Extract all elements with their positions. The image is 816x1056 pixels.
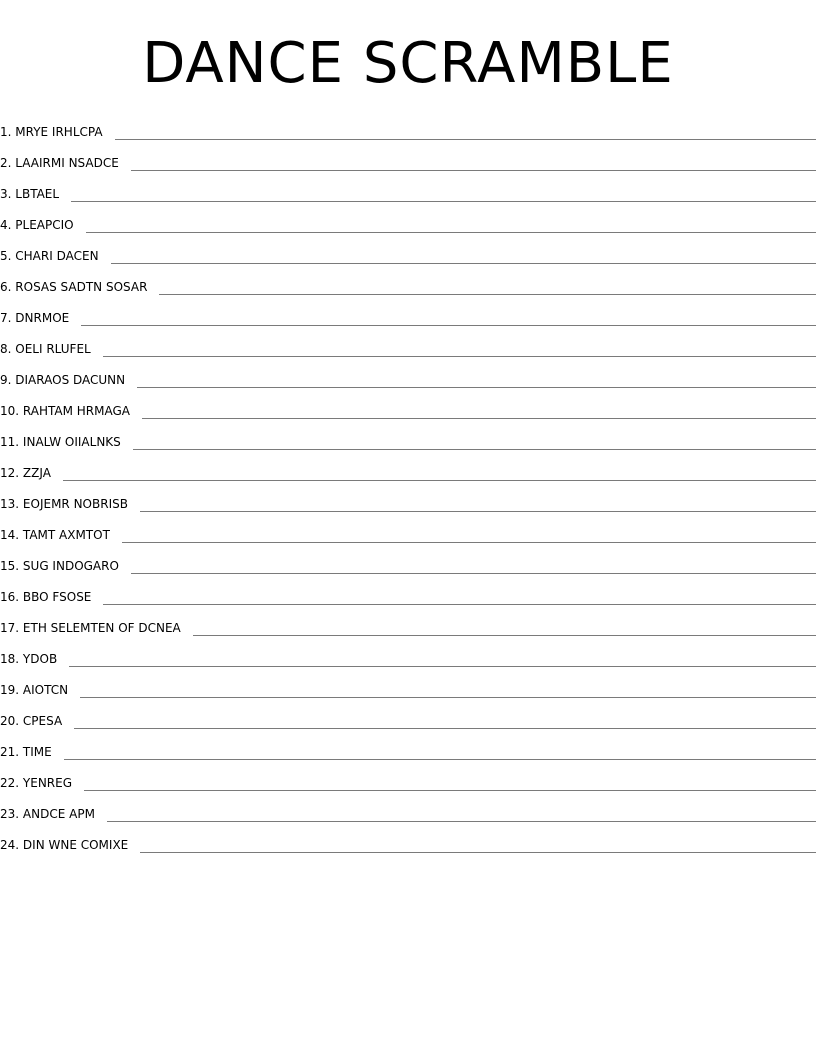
scramble-clue (0, 372, 137, 388)
answer-line[interactable] (84, 790, 816, 791)
scramble-clue (0, 155, 131, 171)
answer-line[interactable] (86, 232, 816, 233)
answer-line[interactable] (159, 294, 816, 295)
scramble-clue (0, 279, 159, 295)
scrambled-word: SUG INDOGARO (22, 559, 119, 573)
scramble-item (0, 143, 816, 174)
scramble-clue (0, 744, 64, 760)
scramble-item (0, 794, 816, 825)
scrambled-word: MRYE IRHLCPA (15, 125, 103, 139)
answer-line[interactable] (107, 821, 816, 822)
scrambled-word: YDOB (22, 652, 58, 666)
item-number: 14. (0, 528, 20, 542)
scrambled-word: PLEAPCIO (15, 218, 74, 232)
scrambled-word: ETH SELEMTEN OF DCNEA (22, 621, 181, 635)
scramble-clue (0, 775, 84, 791)
scrambled-word: INALW OIIALNKS (22, 435, 121, 449)
scrambled-word: CHARI DACEN (15, 249, 99, 263)
scramble-clue (0, 248, 111, 264)
scramble-clue (0, 186, 71, 202)
answer-line[interactable] (140, 511, 816, 512)
answer-line[interactable] (71, 201, 816, 202)
answer-line[interactable] (69, 666, 816, 667)
item-number: 21. (0, 745, 20, 759)
scramble-item (0, 608, 816, 639)
item-number: 19. (0, 683, 20, 697)
answer-line[interactable] (103, 356, 816, 357)
item-number: 3. (0, 187, 12, 201)
scramble-item (0, 639, 816, 670)
scramble-item (0, 112, 816, 143)
answer-line[interactable] (131, 170, 816, 171)
scrambled-word: ZZJA (22, 466, 51, 480)
scrambled-word: LBTAEL (15, 187, 60, 201)
scramble-clue (0, 837, 140, 853)
answer-line[interactable] (64, 759, 816, 760)
scramble-clue (0, 713, 74, 729)
answer-line[interactable] (142, 418, 816, 419)
scramble-item (0, 329, 816, 360)
scramble-clue (0, 589, 103, 605)
scramble-item (0, 577, 816, 608)
scramble-item (0, 174, 816, 205)
item-number: 6. (0, 280, 12, 294)
answer-line[interactable] (103, 604, 816, 605)
item-number: 16. (0, 590, 20, 604)
scramble-item (0, 453, 816, 484)
scramble-item (0, 360, 816, 391)
item-number: 17. (0, 621, 20, 635)
answer-line[interactable] (133, 449, 816, 450)
scramble-item (0, 298, 816, 329)
scramble-item (0, 670, 816, 701)
scrambled-word: BBO FSOSE (22, 590, 92, 604)
scramble-item (0, 701, 816, 732)
item-number: 20. (0, 714, 20, 728)
scramble-clue (0, 465, 63, 481)
item-number: 9. (0, 373, 12, 387)
item-number: 8. (0, 342, 12, 356)
scramble-clue (0, 341, 103, 357)
scrambled-word: TIME (22, 745, 52, 759)
scramble-clue (0, 682, 80, 698)
scramble-item (0, 267, 816, 298)
item-number: 24. (0, 838, 20, 852)
scramble-clue (0, 434, 133, 450)
answer-line[interactable] (74, 728, 816, 729)
item-number: 13. (0, 497, 20, 511)
scramble-clue (0, 124, 115, 140)
scrambled-word: DIN WNE COMIXE (22, 838, 129, 852)
item-number: 10. (0, 404, 20, 418)
scrambled-word: YENREG (22, 776, 73, 790)
item-number: 2. (0, 156, 12, 170)
scrambled-word: CPESA (22, 714, 63, 728)
scramble-item (0, 236, 816, 267)
scrambled-word: RAHTAM HRMAGA (22, 404, 131, 418)
answer-line[interactable] (81, 325, 816, 326)
answer-line[interactable] (111, 263, 816, 264)
scramble-item (0, 546, 816, 577)
page-title: DANCE SCRAMBLE (142, 31, 674, 96)
answer-line[interactable] (140, 852, 816, 853)
scrambled-word: ROSAS SADTN SOSAR (15, 280, 148, 294)
item-number: 5. (0, 249, 12, 263)
answer-line[interactable] (80, 697, 816, 698)
scrambled-word: OELI RLUFEL (15, 342, 91, 356)
answer-line[interactable] (115, 139, 816, 140)
scramble-clue (0, 310, 81, 326)
scramble-item (0, 484, 816, 515)
scrambled-word: TAMT AXMTOT (22, 528, 110, 542)
scramble-clue (0, 558, 131, 574)
scrambled-word: DNRMOE (15, 311, 70, 325)
scramble-item (0, 422, 816, 453)
answer-line[interactable] (193, 635, 816, 636)
scrambled-word: AIOTCN (22, 683, 69, 697)
scramble-item (0, 763, 816, 794)
scramble-clue (0, 527, 122, 543)
item-number: 4. (0, 218, 12, 232)
scrambled-word: ANDCE APM (22, 807, 95, 821)
item-number: 22. (0, 776, 20, 790)
answer-line[interactable] (122, 542, 816, 543)
scramble-clue (0, 217, 86, 233)
scramble-item (0, 825, 816, 856)
scrambled-word: EOJEMR NOBRISB (22, 497, 128, 511)
item-number: 23. (0, 807, 20, 821)
scramble-item (0, 391, 816, 422)
scramble-clue (0, 620, 193, 636)
answer-line[interactable] (137, 387, 816, 388)
item-number: 12. (0, 466, 20, 480)
scramble-item (0, 732, 816, 763)
scrambled-word: LAAIRMI NSADCE (15, 156, 119, 170)
scramble-clue (0, 806, 107, 822)
scramble-item (0, 205, 816, 236)
scrambled-word: DIARAOS DACUNN (15, 373, 126, 387)
item-number: 7. (0, 311, 12, 325)
scramble-item (0, 515, 816, 546)
answer-line[interactable] (131, 573, 816, 574)
scramble-clue (0, 651, 69, 667)
scramble-clue (0, 403, 142, 419)
item-number: 15. (0, 559, 20, 573)
scramble-list (0, 112, 816, 856)
item-number: 11. (0, 435, 20, 449)
answer-line[interactable] (63, 480, 816, 481)
scramble-clue (0, 496, 140, 512)
item-number: 18. (0, 652, 20, 666)
item-number: 1. (0, 125, 12, 139)
